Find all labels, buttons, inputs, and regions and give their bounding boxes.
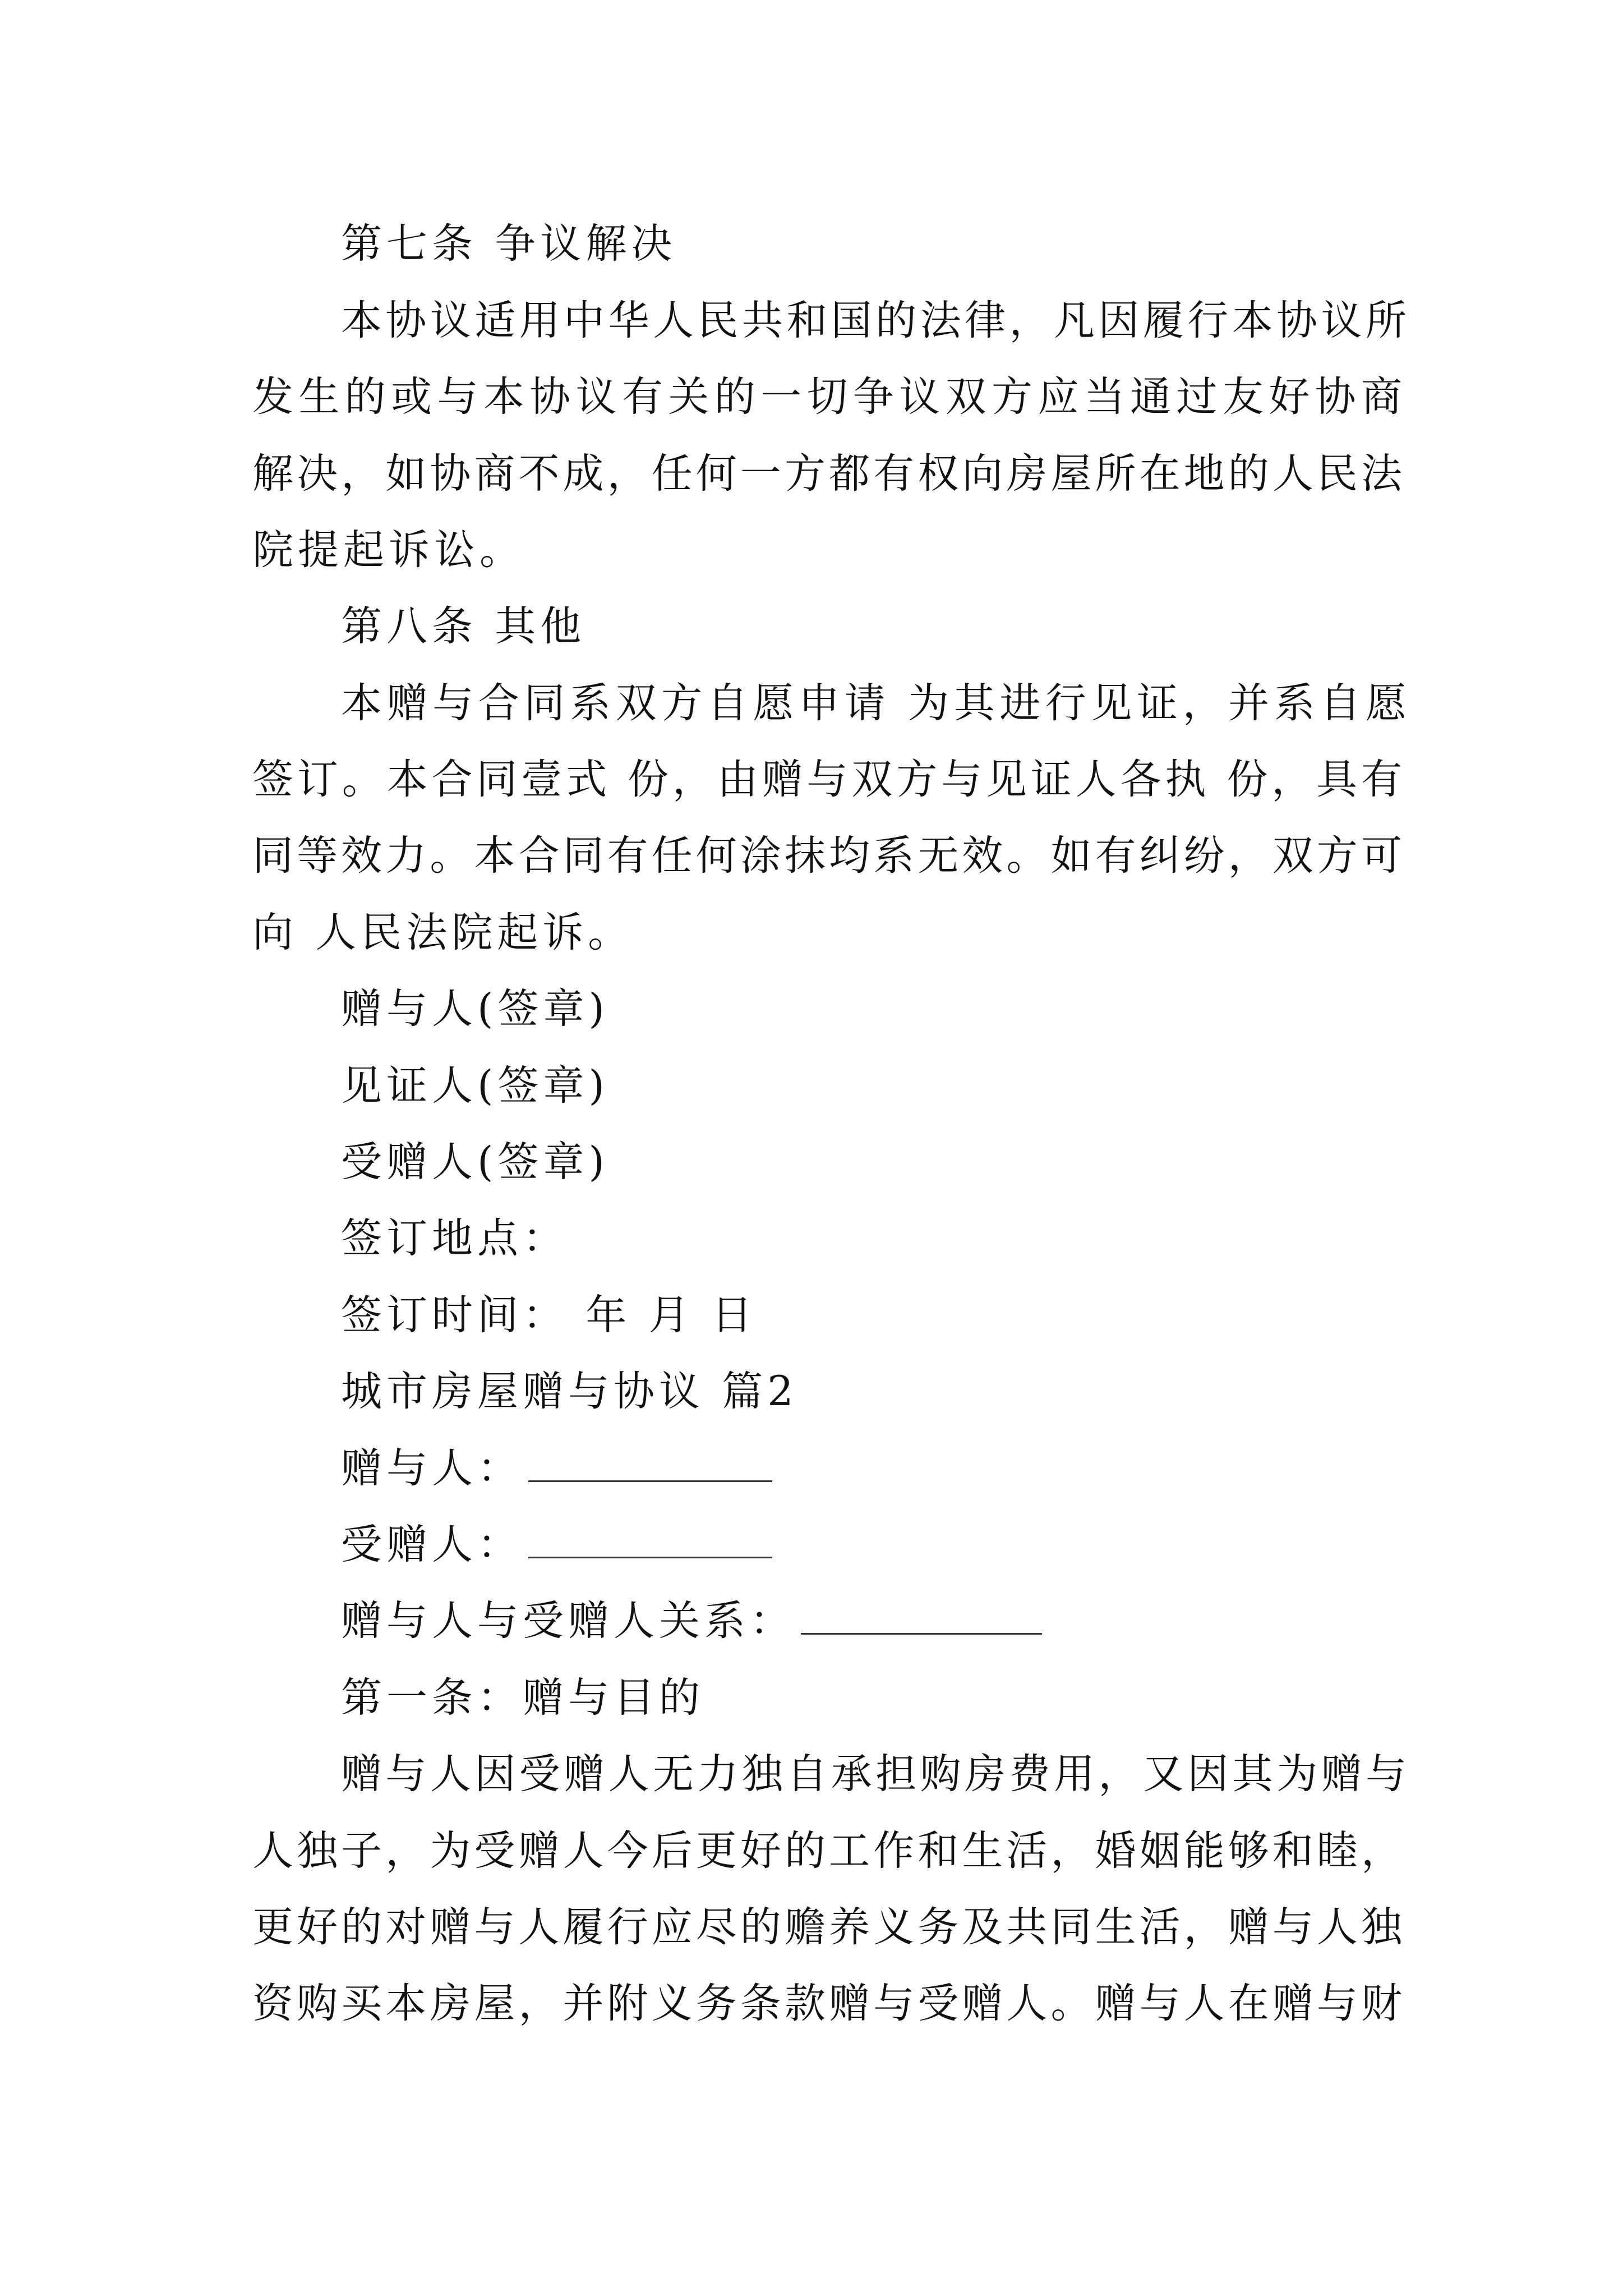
donee-signature-line: 受赠人(签章): [341, 1138, 609, 1186]
paragraph-line: 向 人民法院起诉。: [252, 909, 634, 956]
paragraph-line: 资购买本房屋，并附义务条款赠与受赠人。赠与人在赠与财: [252, 1980, 1402, 2027]
donor-blank: [528, 1447, 772, 1482]
paragraph-line: 发生的或与本协议有关的一切争议双方应当通过友好协商: [252, 373, 1402, 421]
donor-signature-line: 赠与人(签章): [341, 985, 609, 1033]
signing-date-line: 签订时间： 年 月 日: [341, 1291, 757, 1339]
article-1-heading: 第一条：赠与目的: [341, 1674, 704, 1722]
section-title: 城市房屋赠与协议 篇2: [341, 1368, 798, 1415]
donee-blank: [528, 1523, 772, 1558]
donor-field-row: [341, 1435, 1407, 1502]
relationship-blank: [801, 1599, 1042, 1635]
paragraph-line: 解决，如协商不成，任何一方都有权向房屋所在地的人民法: [252, 450, 1402, 498]
paragraph-line: 赠与人因受赠人无力独自承担购房费用，又因其为赠与: [341, 1750, 1407, 1798]
paragraph-line: 更好的对赠与人履行应尽的赡养义务及共同生活，赠与人独: [252, 1903, 1402, 1951]
donee-field-label: 受赠人：: [341, 1521, 523, 1568]
signing-place-line: 签订地点：: [341, 1214, 568, 1262]
donee-field-row: [341, 1511, 1407, 1579]
witness-signature-line: 见证人(签章): [341, 1062, 609, 1110]
relationship-field-label: 赠与人与受赠人关系：: [341, 1597, 795, 1645]
paragraph-line: 院提起诉讼。: [252, 526, 525, 574]
paragraph-line: 本协议适用中华人民共和国的法律，凡因履行本协议所: [341, 297, 1407, 344]
paragraph-line: 签订。本合同壹式 份，由赠与双方与见证人各执 份，具有: [252, 756, 1402, 803]
article-7-heading: 第七条 争议解决: [341, 220, 677, 268]
paragraph-line: 同等效力。本合同有任何涂抹均系无效。如有纠纷，双方可: [252, 832, 1402, 880]
relationship-field-row: [341, 1588, 1407, 1655]
paragraph-line: 人独子，为受赠人今后更好的工作和生活，婚姻能够和睦，: [252, 1827, 1402, 1875]
article-8-heading: 第八条 其他: [341, 602, 586, 650]
paragraph-line: 本赠与合同系双方自愿申请 为其进行见证，并系自愿: [341, 679, 1407, 727]
donor-field-label: 赠与人：: [341, 1444, 523, 1492]
